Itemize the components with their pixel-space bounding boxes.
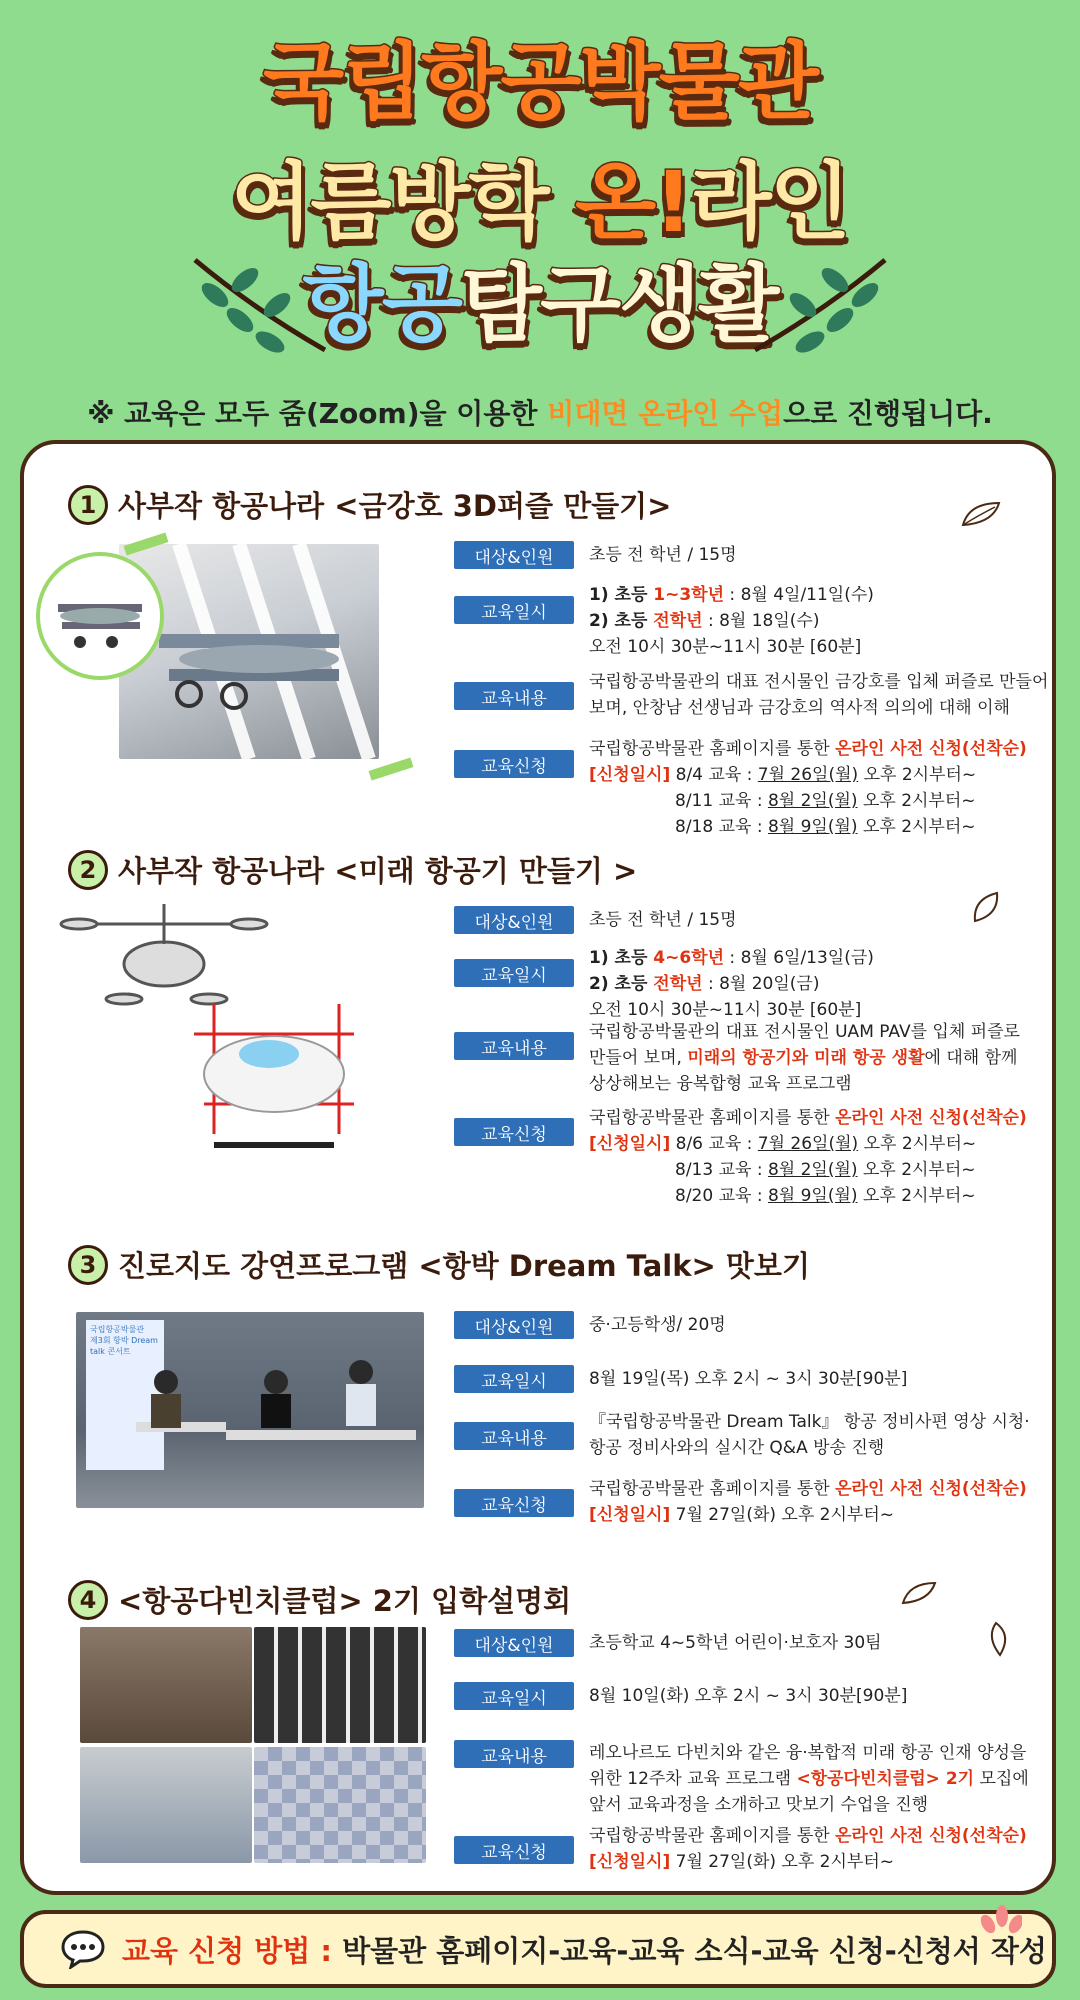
apply-value: 국립항공박물관 홈페이지를 통한 온라인 사전 신청(선착순) [신청일시] 8/6 교육 : 7월 26일(월) 오후 2시부터~ 8/13 교육 : 8월 2일(월) 오후 2시부터~ 8/20 교육 : 8월 9일(월) 오후 2시부터~	[589, 1108, 1027, 1206]
leaf-branch-right-icon	[745, 250, 895, 360]
leaf-branch-left-icon	[185, 250, 335, 360]
content-value: 국립항공박물관의 대표 전시물인 금강호를 입체 퍼즐로 만들어 보며, 안창남 선생님과 금강호의 역사적 의의에 대해 이해	[589, 672, 1049, 718]
label-apply: 교육신청	[454, 750, 574, 778]
target-value: 초등 전 학년 / 15명	[589, 545, 737, 565]
class-photo-3	[80, 1747, 252, 1863]
label-target: 대상&인원	[454, 1311, 574, 1339]
section-2-title: 2 사부작 항공나라 <미래 항공기 만들기 >	[68, 849, 637, 890]
label-date: 교육일시	[454, 1365, 574, 1393]
speech-bubble-icon	[60, 1929, 106, 1969]
date-value: 8월 10일(화) 오후 2시 ~ 3시 30분[90분]	[589, 1686, 908, 1706]
content-value: 『국립항공박물관 Dream Talk』 항공 정비사편 영상 시청· 항공 정비사와의 실시간 Q&A 방송 진행	[589, 1412, 1030, 1458]
event-banner: 국립항공박물관 제3회 항박 Dream talk 콘서트	[86, 1320, 164, 1470]
section-4-title: 4 <항공다빈치클럽> 2기 입학설명회	[68, 1579, 571, 1620]
apply-value: 국립항공박물관 홈페이지를 통한 온라인 사전 신청(선착순) [신청일시] 7월 27일(화) 오후 2시부터~	[589, 1479, 1027, 1525]
section-3-title: 3 진로지도 강연프로그램 <항박 Dream Talk> 맛보기	[68, 1244, 810, 1285]
label-target: 대상&인원	[454, 906, 574, 934]
content-value: 국립항공박물관의 대표 전시물인 UAM PAV를 입체 퍼즐로 만들어 보며, 미래의 항공기와 미래 항공 생활에 대해 함께 상상해보는 융복합형 교육 프로그램	[589, 1022, 1020, 1094]
notice-text: ※ 교육은 모두 줌(Zoom)을 이용한 비대면 온라인 수업으로 진행됩니다.	[87, 397, 993, 430]
target-value: 초등 전 학년 / 15명	[589, 910, 737, 930]
title-line-2: 여름방학 온!라인	[231, 153, 849, 251]
class-photo-4	[254, 1747, 426, 1863]
label-content: 교육내용	[454, 1740, 574, 1768]
sparkle-icon	[978, 1902, 1022, 1938]
label-apply: 교육신청	[454, 1489, 574, 1517]
date-value: 1) 초등 1~3학년 : 8월 4일/11일(수) 2) 초등 전학년 : 8월 18일(수) 오전 10시 30분~11시 30분 [60분]	[589, 585, 874, 657]
dream-talk-photo	[76, 1312, 424, 1508]
class-photo-1	[80, 1627, 252, 1743]
leaf-icon	[959, 499, 1003, 529]
label-target: 대상&인원	[454, 541, 574, 569]
label-apply: 교육신청	[454, 1118, 574, 1146]
label-content: 교육내용	[454, 1422, 574, 1450]
leaf-icon	[986, 1619, 1014, 1659]
tape-decoration	[369, 757, 414, 780]
leaf-icon	[969, 889, 1003, 925]
target-value: 초등학교 4~5학년 어린이·보호자 30팀	[589, 1633, 882, 1653]
content-value: 레오나르도 다빈치와 같은 융·복합적 미래 항공 인재 양성을 위한 12주차 교육 프로그램 <항공다빈치클럽> 2기 모집에 앞서 교육과정을 소개하고 맛보기 수업을 진행	[589, 1743, 1029, 1815]
date-value: 8월 19일(목) 오후 2시 ~ 3시 30분[90분]	[589, 1369, 908, 1389]
leaf-icon	[899, 1579, 939, 1607]
apply-value: 국립항공박물관 홈페이지를 통한 온라인 사전 신청(선착순) [신청일시] 7월 27일(화) 오후 2시부터~	[589, 1826, 1027, 1872]
label-apply: 교육신청	[454, 1836, 574, 1864]
title-line-1: 국립항공박물관	[262, 33, 817, 131]
label-date: 교육일시	[454, 596, 574, 624]
label-target: 대상&인원	[454, 1629, 574, 1657]
date-value: 1) 초등 4~6학년 : 8월 6일/13일(금) 2) 초등 전학년 : 8월 20일(금) 오전 10시 30분~11시 30분 [60분]	[589, 948, 874, 1020]
target-value: 중·고등학생/ 20명	[589, 1315, 726, 1335]
application-method-text: 교육 신청 방법 : 박물관 홈페이지-교육-교육 소식-교육 신청-신청서 작성	[122, 1933, 1047, 1968]
apply-value: 국립항공박물관 홈페이지를 통한 온라인 사전 신청(선착순) [신청일시] 8/4 교육 : 7월 26일(월) 오후 2시부터~ 8/11 교육 : 8월 2일(월) 오후 2시부터~ 8/18 교육 : 8월 9일(월) 오후 2시부터~	[589, 739, 1027, 837]
biplane-model-photo	[36, 552, 164, 680]
title-line-3: 항공탐구생활	[302, 255, 778, 353]
label-date: 교육일시	[454, 1682, 574, 1710]
label-content: 교육내용	[454, 682, 574, 710]
class-photo-2	[254, 1627, 426, 1743]
uam-pav-model-illustration	[54, 904, 374, 1164]
application-method-banner	[20, 1910, 1056, 1988]
label-content: 교육내용	[454, 1032, 574, 1060]
label-date: 교육일시	[454, 959, 574, 987]
section-1-title: 1 사부작 항공나라 <금강호 3D퍼즐 만들기>	[68, 484, 671, 525]
program-card	[20, 440, 1056, 1895]
